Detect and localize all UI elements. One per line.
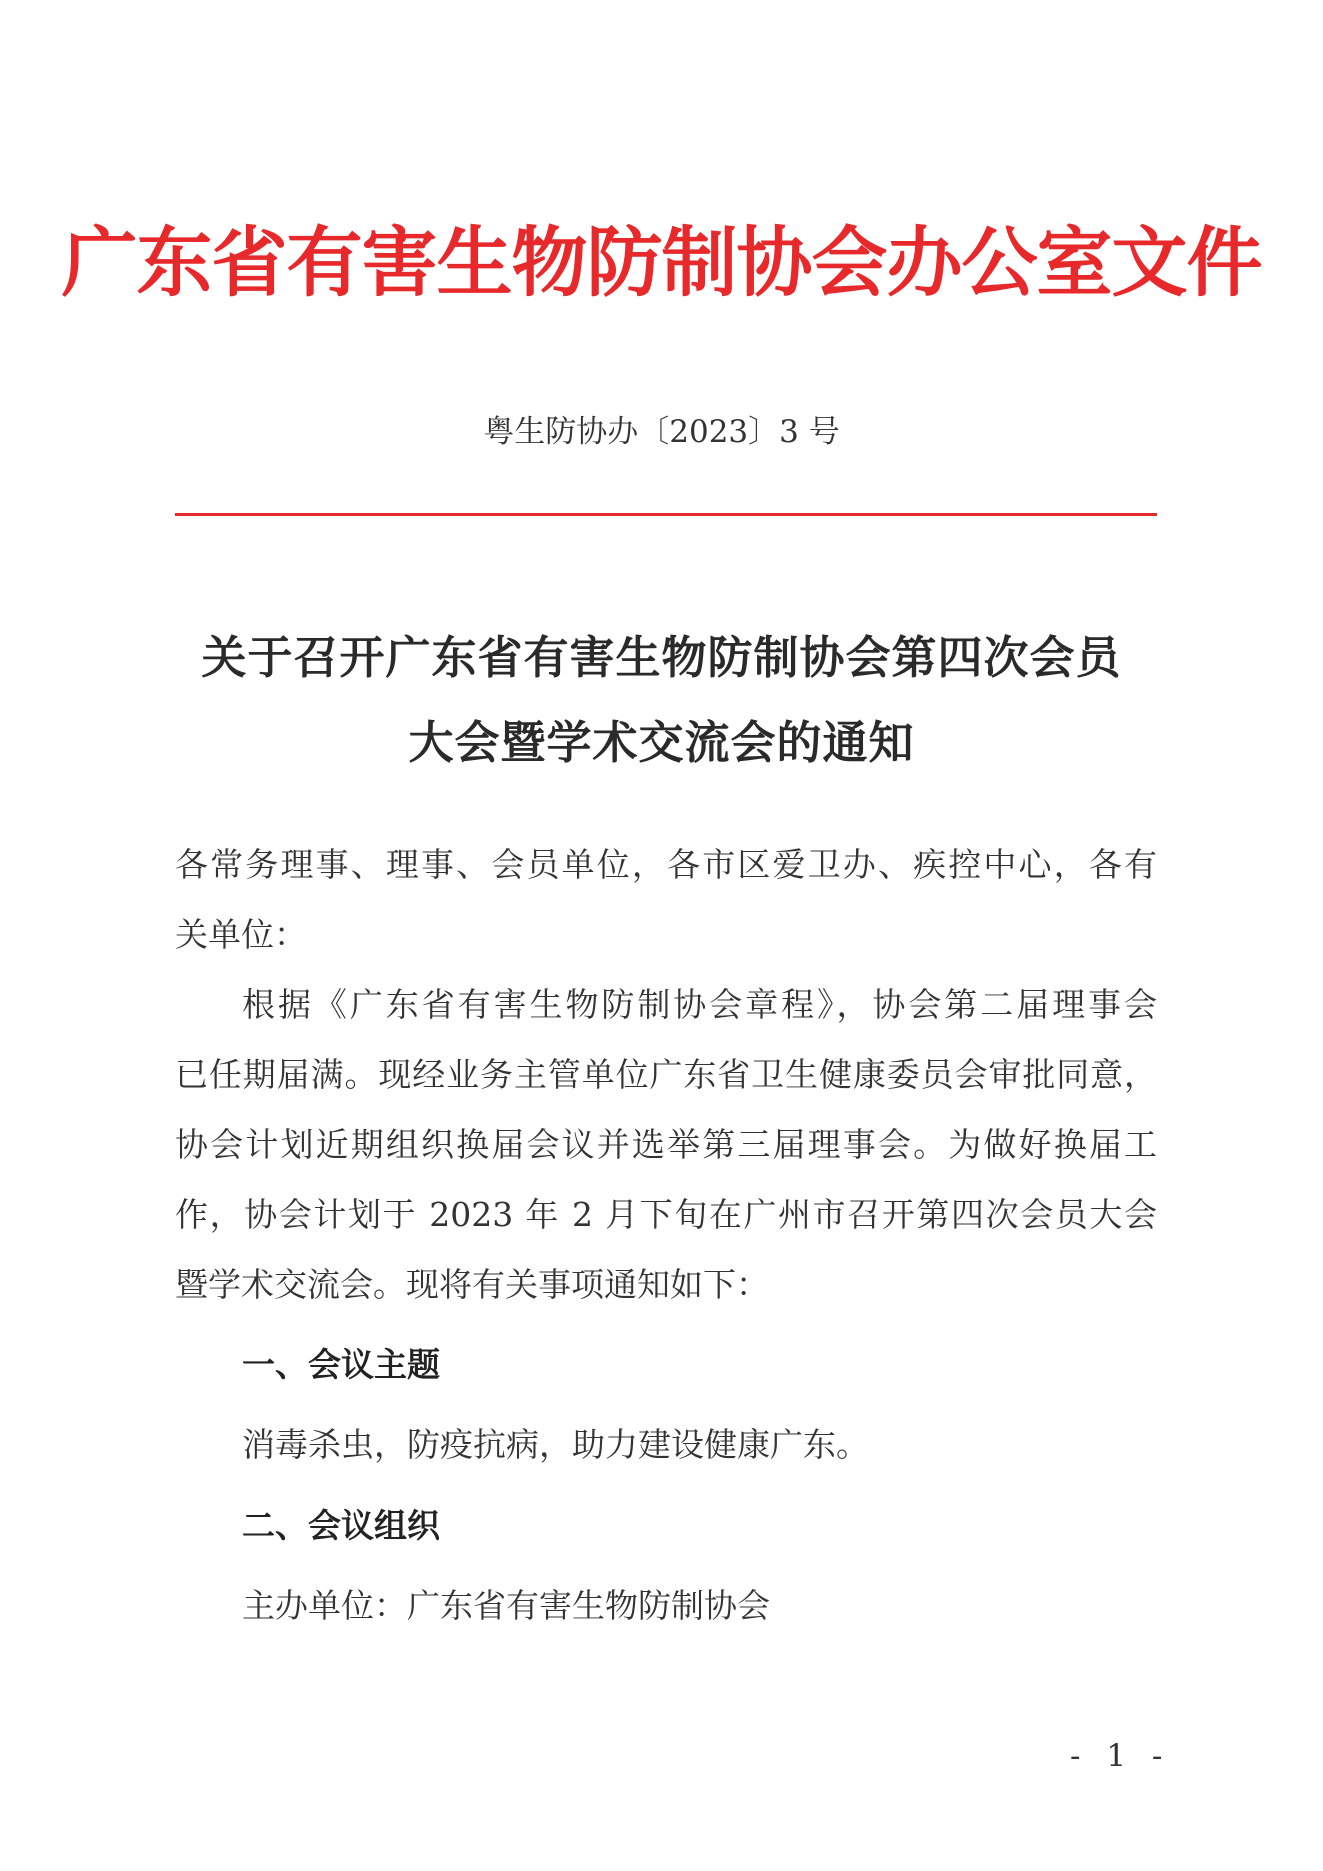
paragraph-1-line-3: 协会计划近期组织换届会议并选举第三届理事会。为做好换届工 — [175, 1125, 1157, 1164]
masthead-title: 广东省有害生物防制协会办公室文件 — [61, 218, 1262, 307]
notice-title-line-1: 关于召开广东省有害生物防制协会第四次会员 — [201, 631, 1122, 684]
section-1-heading: 一、会议主题 — [242, 1345, 440, 1384]
salutation-line-1: 各常务理事、理事、会员单位，各市区爱卫办、疾控中心，各有 — [175, 845, 1157, 884]
section-2-text: 主办单位：广东省有害生物防制协会 — [242, 1586, 770, 1625]
salutation-line-2: 关单位： — [175, 915, 307, 954]
section-2-heading: 二、会议组织 — [242, 1506, 440, 1545]
page-number: - 1 - — [1070, 1738, 1171, 1774]
document-number: 粤生防协办〔2023〕3 号 — [483, 414, 840, 450]
section-1-text: 消毒杀虫，防疫抗病，助力建设健康广东。 — [242, 1425, 869, 1464]
paragraph-1-line-2: 已任期届满。现经业务主管单位广东省卫生健康委员会审批同意， — [175, 1055, 1157, 1094]
paragraph-1-line-4: 作，协会计划于 2023 年 2 月下旬在广州市召开第四次会员大会 — [175, 1195, 1157, 1234]
paragraph-1-line-1: 根据《广东省有害生物防制协会章程》，协会第二届理事会 — [242, 985, 1157, 1024]
red-divider-line — [175, 513, 1157, 516]
paragraph-1-line-5: 暨学术交流会。现将有关事项通知如下： — [175, 1265, 769, 1304]
notice-title-line-2: 大会暨学术交流会的通知 — [408, 716, 915, 769]
